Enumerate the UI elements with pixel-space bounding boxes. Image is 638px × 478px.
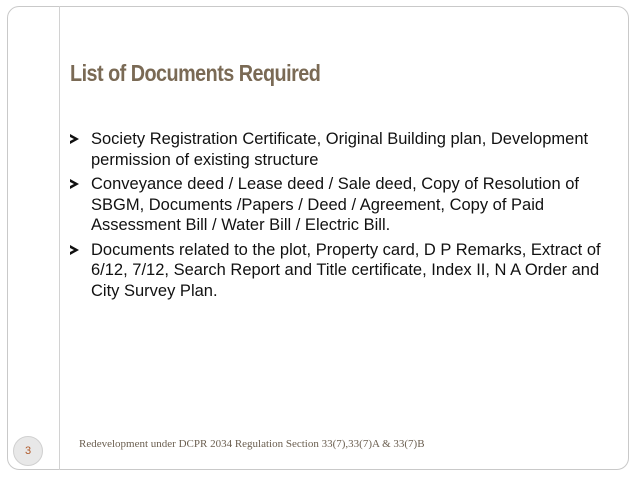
list-item <box>70 174 610 236</box>
slide-title: List of Documents Required <box>70 60 321 86</box>
document-list <box>70 129 610 305</box>
arrowhead-bullet-icon <box>70 245 79 255</box>
arrowhead-bullet-icon <box>70 179 79 189</box>
slide-footer: Redevelopment under DCPR 2034 Regulation Section 33(7),33(7)A & 33(7)B <box>79 438 425 450</box>
list-item <box>70 129 610 170</box>
arrowhead-bullet-icon <box>70 134 79 144</box>
list-item-text: Society Registration Certificate, Original Building plan, Development permission of existing structure <box>91 130 589 169</box>
left-vertical-rule <box>59 6 60 470</box>
list-item <box>70 240 610 302</box>
page-number-badge: 3 <box>13 436 43 466</box>
list-item-text: Documents related to the plot, Property card, D P Remarks, Extract of 6/12, 7/12, Search Report and Title certificate, Index II, N A Order and City Survey Plan. <box>91 240 601 300</box>
list-item-text: Conveyance deed / Lease deed / Sale deed, Copy of Resolution of SBGM, Documents /Papers / Deed / Agreement, Copy of Paid Assessment Bill / Water Bill / Electric Bill. <box>91 175 580 234</box>
